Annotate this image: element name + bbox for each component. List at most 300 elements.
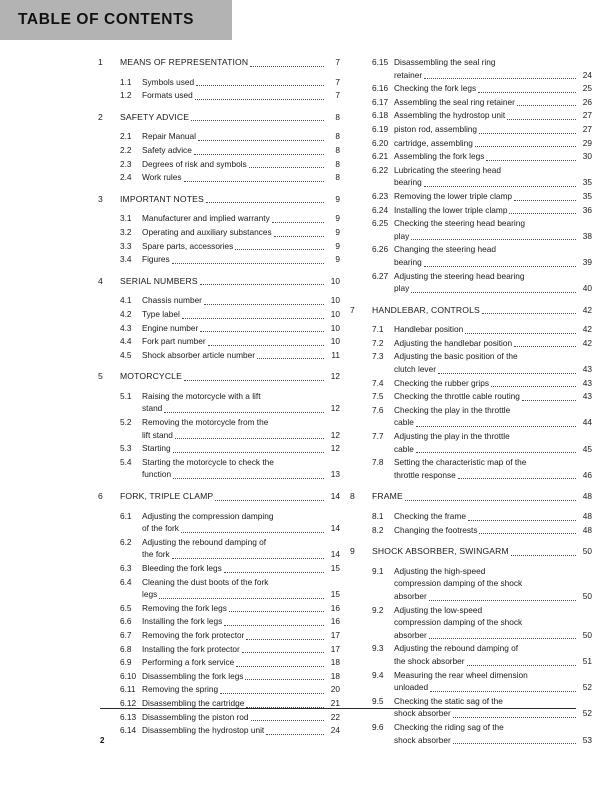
- toc-entry-line: [350, 390, 592, 403]
- toc-dot-leader: [482, 307, 576, 316]
- toc-section-entry[interactable]: [350, 56, 592, 81]
- toc-entry-line: [98, 275, 340, 288]
- toc-section-entry[interactable]: [350, 204, 592, 217]
- toc-entry-number: 6.12: [120, 697, 137, 708]
- toc-chapter-entry[interactable]: [350, 545, 592, 558]
- toc-column-right: [350, 56, 592, 747]
- toc-dot-leader: [200, 278, 324, 287]
- toc-section-entry[interactable]: [350, 669, 592, 694]
- toc-entry-number: 6.15: [372, 57, 389, 67]
- toc-section-entry[interactable]: [98, 171, 340, 184]
- toc-page-number: 52: [582, 682, 592, 693]
- toc-entry-label: Disassembling the piston rod: [142, 711, 249, 722]
- toc-entry-line: [98, 308, 340, 321]
- toc-page-number: 42: [582, 337, 592, 348]
- footer-page-number: 2: [100, 736, 105, 745]
- toc-entry-number: 4.1: [120, 295, 132, 306]
- toc-section-entry[interactable]: [98, 212, 340, 225]
- toc-dot-leader: [512, 407, 576, 416]
- toc-section-entry[interactable]: [350, 123, 592, 136]
- toc-entry-label: Adjusting the compression damping: [142, 510, 274, 521]
- toc-chapter-entry[interactable]: [98, 370, 340, 383]
- toc-section-entry[interactable]: [98, 240, 340, 253]
- table-of-contents: [0, 56, 612, 745]
- toc-section-entry[interactable]: [350, 150, 592, 163]
- toc-section-entry[interactable]: [350, 524, 592, 537]
- toc-section-entry[interactable]: [98, 510, 340, 535]
- toc-entry-number: 2.1: [120, 131, 132, 142]
- toc-entry-label: Removing the motorcycle from the: [142, 417, 269, 428]
- toc-section-entry[interactable]: [98, 576, 340, 601]
- toc-entry-number: 6.26: [372, 244, 389, 255]
- toc-entry-line: [98, 253, 340, 266]
- toc-chapter-entry[interactable]: [98, 193, 340, 206]
- toc-page-number: 7: [335, 90, 340, 101]
- toc-dot-leader: [215, 494, 324, 503]
- toc-entry-line: [98, 670, 340, 683]
- toc-dot-leader: [257, 352, 324, 361]
- toc-entry-number: 4.5: [120, 349, 132, 360]
- toc-page-number: 53: [582, 734, 592, 745]
- toc-entry-number: 6: [98, 491, 103, 502]
- toc-page-number: 10: [330, 308, 340, 319]
- toc-entry-label: Disassembling the cartridge: [142, 697, 245, 708]
- toc-section-entry[interactable]: [350, 270, 592, 295]
- toc-entry-line: [350, 469, 592, 482]
- toc-dot-leader: [507, 113, 576, 122]
- toc-entry-line: [350, 510, 592, 523]
- toc-page-number: 44: [582, 417, 592, 428]
- toc-dot-leader: [530, 672, 576, 681]
- toc-dot-leader: [528, 460, 576, 469]
- toc-entry-line: [350, 137, 592, 150]
- toc-section-entry[interactable]: [350, 82, 592, 95]
- toc-entry-label: Checking the frame: [394, 511, 466, 521]
- toc-page-number: 26: [582, 96, 592, 107]
- toc-entry-line: [98, 576, 340, 589]
- toc-entry-number: 7.2: [372, 337, 384, 348]
- toc-entry-number: 6.22: [372, 164, 389, 175]
- toc-dot-leader: [204, 298, 324, 307]
- toc-entry-number: 1: [98, 57, 103, 67]
- toc-page-number: 35: [582, 190, 592, 201]
- toc-dot-leader: [270, 579, 324, 588]
- toc-page-number: 16: [330, 616, 340, 627]
- toc-entry-label: Handlebar position: [394, 324, 464, 335]
- toc-entry-label: Changing the steering head: [394, 244, 496, 255]
- toc-entry-line: [98, 522, 340, 535]
- toc-entry-line: [98, 510, 340, 523]
- toc-entry-label: Fork part number: [142, 336, 206, 347]
- toc-column-left: [98, 56, 340, 738]
- toc-entry-label: Removing the fork legs: [142, 602, 227, 613]
- toc-entry-label: Manufacturer and implied warranty: [142, 213, 270, 224]
- toc-entry-number: 6.8: [120, 643, 132, 654]
- toc-section-entry[interactable]: [98, 724, 340, 737]
- toc-chapter-entry[interactable]: [98, 111, 340, 124]
- toc-section-entry[interactable]: [350, 510, 592, 523]
- toc-section-entry[interactable]: [98, 335, 340, 348]
- toc-dot-leader: [274, 230, 324, 239]
- toc-entry-line: [350, 590, 592, 603]
- toc-dot-leader: [208, 339, 324, 348]
- toc-dot-leader: [453, 737, 576, 746]
- toc-section-entry[interactable]: [98, 656, 340, 669]
- toc-entry-number: 6.2: [120, 536, 132, 547]
- toc-entry-line: [350, 524, 592, 537]
- toc-section-entry[interactable]: [350, 217, 592, 242]
- toc-entry-number: 6.18: [372, 110, 389, 121]
- toc-section-entry[interactable]: [350, 350, 592, 375]
- toc-chapter-entry[interactable]: [98, 490, 340, 503]
- toc-page-number: 10: [330, 322, 340, 333]
- toc-entry-number: 6.24: [372, 204, 389, 215]
- toc-dot-leader: [527, 221, 576, 230]
- toc-dot-leader: [467, 659, 576, 668]
- toc-page-number: 17: [330, 643, 340, 654]
- toc-entry-line: [98, 76, 340, 89]
- toc-dot-leader: [527, 273, 576, 282]
- toc-entry-label: Starting: [142, 443, 171, 454]
- toc-entry-line: [98, 643, 340, 656]
- toc-chapter-entry[interactable]: [98, 56, 340, 69]
- toc-entry-line: [98, 212, 340, 225]
- toc-section-entry[interactable]: [350, 190, 592, 203]
- toc-dot-leader: [194, 148, 324, 157]
- toc-section-entry[interactable]: [98, 442, 340, 455]
- toc-entry-label: Checking the static sag of the: [394, 695, 503, 706]
- toc-dot-leader: [250, 60, 324, 69]
- toc-entry-label: compression damping of the shock: [394, 578, 523, 589]
- toc-dot-leader: [487, 568, 576, 577]
- toc-entry-number: 6.21: [372, 151, 389, 162]
- toc-entry-line: [350, 565, 592, 578]
- toc-entry-line: [350, 243, 592, 256]
- toc-entry-line: [350, 176, 592, 189]
- toc-dot-leader: [268, 539, 324, 548]
- toc-section-entry[interactable]: [98, 562, 340, 575]
- toc-page-number: 8: [335, 172, 340, 183]
- toc-dot-leader: [270, 420, 324, 429]
- toc-dot-leader: [524, 620, 576, 629]
- toc-entry-label: Safety advice: [142, 144, 192, 155]
- toc-dot-leader: [486, 154, 576, 163]
- toc-entry-line: [350, 443, 592, 456]
- toc-entry-number: 6.27: [372, 270, 389, 281]
- toc-chapter-entry[interactable]: [350, 490, 592, 503]
- toc-entry-label: Adjusting the handlebar position: [394, 337, 513, 348]
- toc-entry-number: 7.8: [372, 457, 384, 468]
- toc-entry-label: Installing the fork legs: [142, 616, 223, 627]
- toc-section-entry[interactable]: [98, 536, 340, 561]
- toc-entry-line: [98, 442, 340, 455]
- toc-entry-label: bearing: [394, 256, 422, 267]
- toc-entry-line: [98, 490, 340, 503]
- toc-entry-line: [350, 282, 592, 295]
- toc-entry-label: retainer: [394, 69, 423, 80]
- toc-section-entry[interactable]: [98, 76, 340, 89]
- toc-section-entry[interactable]: [98, 144, 340, 157]
- toc-dot-leader: [220, 687, 324, 696]
- toc-section-entry[interactable]: [98, 322, 340, 335]
- toc-page-number: 25: [582, 83, 592, 94]
- toc-dot-leader: [479, 127, 576, 136]
- toc-dot-leader: [235, 243, 324, 252]
- toc-entry-number: 1.1: [120, 76, 132, 87]
- toc-page-number: 9: [335, 213, 340, 224]
- toc-section-entry[interactable]: [350, 430, 592, 455]
- toc-dot-leader: [275, 513, 324, 522]
- toc-entry-label: Checking the riding sag of the: [394, 721, 504, 732]
- toc-dot-leader: [498, 247, 576, 256]
- toc-page-number: 42: [582, 304, 592, 315]
- toc-entry-number: 5.3: [120, 443, 132, 454]
- toc-page-number: 42: [582, 324, 592, 335]
- toc-section-entry[interactable]: [98, 670, 340, 683]
- toc-entry-label: absorber: [394, 629, 427, 640]
- toc-entry-number: 4.4: [120, 336, 132, 347]
- toc-entry-line: [98, 724, 340, 737]
- toc-section-entry[interactable]: [350, 604, 592, 642]
- toc-dot-leader: [182, 312, 324, 321]
- toc-entry-line: [350, 604, 592, 617]
- toc-section-entry[interactable]: [350, 642, 592, 667]
- toc-entry-label: unloaded: [394, 682, 429, 693]
- toc-entry-line: [98, 171, 340, 184]
- toc-section-entry[interactable]: [350, 721, 592, 746]
- toc-entry-number: 6.10: [120, 670, 137, 681]
- toc-entry-label: Checking the fork legs: [394, 83, 477, 94]
- toc-section-entry[interactable]: [350, 456, 592, 481]
- toc-section-entry[interactable]: [350, 323, 592, 336]
- toc-entry-label: SERIAL NUMBERS: [120, 275, 198, 286]
- toc-entry-label: Adjusting the steering head bearing: [394, 270, 525, 281]
- toc-entry-line: [350, 230, 592, 243]
- toc-dot-leader: [520, 354, 576, 363]
- toc-section-entry[interactable]: [350, 337, 592, 350]
- toc-entry-line: [98, 602, 340, 615]
- toc-entry-label: Installing the fork protector: [142, 643, 240, 654]
- toc-section-entry[interactable]: [98, 643, 340, 656]
- toc-entry-number: 9.1: [372, 565, 384, 576]
- toc-entry-label: IMPORTANT NOTES: [120, 193, 204, 204]
- toc-entry-number: 6.9: [120, 657, 132, 668]
- toc-entry-line: [350, 490, 592, 503]
- toc-entry-line: [98, 711, 340, 724]
- toc-page-number: 7: [335, 76, 340, 87]
- toc-section-entry[interactable]: [350, 137, 592, 150]
- toc-entry-number: 6.11: [120, 684, 136, 695]
- toc-page-number: 14: [330, 549, 340, 560]
- toc-entry-label: Disassembling the fork legs: [142, 670, 244, 681]
- toc-section-entry[interactable]: [98, 711, 340, 724]
- toc-section-entry[interactable]: [98, 308, 340, 321]
- toc-section-entry[interactable]: [98, 683, 340, 696]
- toc-entry-line: [350, 363, 592, 376]
- toc-dot-leader: [191, 114, 324, 123]
- toc-entry-label: Removing the spring: [142, 684, 219, 695]
- toc-dot-leader: [164, 406, 324, 415]
- toc-dot-leader: [497, 60, 576, 69]
- toc-page-number: 50: [582, 629, 592, 640]
- toc-entry-label: Spare parts, accessories: [142, 240, 234, 251]
- toc-entry-number: 8.1: [372, 511, 384, 521]
- toc-dot-leader: [159, 592, 324, 601]
- toc-section-entry[interactable]: [350, 390, 592, 403]
- toc-dot-leader: [245, 673, 324, 682]
- toc-page-number: 10: [330, 336, 340, 347]
- toc-section-entry[interactable]: [98, 416, 340, 441]
- toc-entry-line: [350, 734, 592, 747]
- toc-entry-label: FORK, TRIPLE CLAMP: [120, 491, 214, 502]
- toc-section-entry[interactable]: [98, 294, 340, 307]
- toc-entry-label: Assembling the fork legs: [394, 151, 485, 162]
- toc-dot-leader: [509, 207, 576, 216]
- toc-dot-leader: [522, 394, 576, 403]
- toc-section-entry[interactable]: [98, 390, 340, 415]
- toc-entry-line: [350, 96, 592, 109]
- toc-dot-leader: [468, 514, 576, 523]
- toc-entry-number: 6.17: [372, 96, 389, 107]
- toc-entry-line: [98, 390, 340, 403]
- toc-entry-label: Operating and auxiliary substances: [142, 226, 272, 237]
- toc-entry-label: Adjusting the basic position of the: [394, 351, 518, 362]
- toc-entry-line: [350, 577, 592, 590]
- toc-dot-leader: [484, 607, 576, 616]
- toc-entry-label: SAFETY ADVICE: [120, 111, 190, 122]
- toc-entry-number: 3: [98, 193, 103, 204]
- toc-entry-label: clutch lever: [394, 364, 436, 375]
- toc-section-entry[interactable]: [350, 565, 592, 603]
- toc-entry-number: 7.5: [372, 391, 384, 402]
- toc-entry-label: absorber: [394, 590, 427, 601]
- toc-entry-label: FRAME: [372, 491, 403, 502]
- toc-section-entry[interactable]: [98, 226, 340, 239]
- toc-dot-leader: [195, 93, 324, 102]
- toc-section-entry[interactable]: [98, 158, 340, 171]
- toc-dot-leader: [405, 494, 576, 503]
- toc-entry-number: 8: [350, 491, 355, 502]
- toc-entry-label: Checking the steering head bearing: [394, 218, 525, 229]
- toc-section-entry[interactable]: [350, 243, 592, 268]
- toc-page-number: 40: [582, 283, 592, 294]
- toc-section-entry[interactable]: [98, 130, 340, 143]
- toc-entry-number: 3.3: [120, 240, 132, 251]
- toc-dot-leader: [224, 619, 324, 628]
- toc-entry-line: [98, 416, 340, 429]
- toc-dot-leader: [411, 233, 576, 242]
- toc-entry-line: [350, 721, 592, 734]
- toc-entry-line: [350, 256, 592, 269]
- toc-section-entry[interactable]: [98, 349, 340, 362]
- toc-dot-leader: [272, 216, 324, 225]
- toc-dot-leader: [175, 432, 324, 441]
- toc-dot-leader: [424, 180, 576, 189]
- toc-entry-number: 6.16: [372, 83, 389, 94]
- toc-dot-leader: [200, 325, 324, 334]
- toc-entry-number: 6.20: [372, 137, 389, 148]
- toc-entry-label: Starting the motorcycle to check the: [142, 456, 274, 467]
- toc-section-entry[interactable]: [98, 253, 340, 266]
- toc-dot-leader: [505, 698, 576, 707]
- toc-entry-line: [98, 468, 340, 481]
- toc-entry-label: the fork: [142, 549, 170, 560]
- toc-entry-number: 1.2: [120, 90, 132, 101]
- toc-entry-number: 5.4: [120, 456, 132, 467]
- toc-page-number: 13: [330, 469, 340, 480]
- footer-divider: [100, 708, 576, 709]
- toc-entry-label: Checking the rubber grips: [394, 377, 490, 388]
- toc-page-number: 10: [330, 295, 340, 306]
- toc-entry-number: 6.23: [372, 190, 389, 201]
- toc-section-entry[interactable]: [350, 377, 592, 390]
- toc-dot-leader: [506, 725, 576, 734]
- toc-section-entry[interactable]: [350, 96, 592, 109]
- toc-entry-line: [98, 562, 340, 575]
- toc-dot-leader: [173, 472, 324, 481]
- toc-entry-line: [350, 270, 592, 283]
- toc-entry-label: cable: [394, 417, 414, 428]
- toc-section-entry[interactable]: [98, 456, 340, 481]
- toc-entry-line: [98, 683, 340, 696]
- toc-chapter-entry[interactable]: [98, 275, 340, 288]
- toc-page-number: 38: [582, 230, 592, 241]
- toc-page-number: 12: [330, 403, 340, 414]
- toc-entry-line: [98, 588, 340, 601]
- toc-entry-label: Setting the characteristic map of the: [394, 457, 527, 468]
- toc-section-entry[interactable]: [98, 89, 340, 102]
- toc-dot-leader: [503, 167, 576, 176]
- toc-page-number: 43: [582, 377, 592, 388]
- toc-chapter-entry[interactable]: [350, 304, 592, 317]
- toc-entry-number: 7: [350, 304, 355, 315]
- toc-page-number: 24: [582, 69, 592, 80]
- toc-dot-leader: [491, 380, 576, 389]
- toc-section-entry[interactable]: [350, 164, 592, 189]
- toc-page-number: 9: [335, 254, 340, 265]
- toc-entry-line: [350, 69, 592, 82]
- toc-section-entry[interactable]: [98, 629, 340, 642]
- toc-section-entry[interactable]: [350, 404, 592, 429]
- toc-entry-label: Adjusting the low-speed: [394, 604, 483, 615]
- toc-entry-number: 2.4: [120, 172, 132, 183]
- toc-section-entry[interactable]: [98, 602, 340, 615]
- toc-page-number: 9: [335, 226, 340, 237]
- toc-entry-number: 7.3: [372, 351, 384, 362]
- toc-dot-leader: [511, 549, 576, 558]
- toc-dot-leader: [263, 393, 324, 402]
- toc-section-entry[interactable]: [350, 109, 592, 122]
- toc-dot-leader: [438, 367, 576, 376]
- toc-entry-line: [98, 536, 340, 549]
- toc-page-number: 12: [330, 429, 340, 440]
- toc-entry-label: shock absorber: [394, 708, 451, 719]
- toc-entry-number: 5: [98, 371, 103, 382]
- toc-entry-line: [350, 695, 592, 708]
- toc-entry-label: SHOCK ABSORBER, SWINGARM: [372, 546, 509, 557]
- toc-entry-label: Installing the lower triple clamp: [394, 204, 508, 215]
- toc-entry-line: [98, 144, 340, 157]
- toc-dot-leader: [173, 446, 324, 455]
- toc-entry-line: [350, 337, 592, 350]
- toc-dot-leader: [276, 459, 324, 468]
- toc-page-number: 52: [582, 708, 592, 719]
- toc-entry-line: [350, 416, 592, 429]
- toc-entry-label: Adjusting the rebound damping of: [142, 536, 267, 547]
- toc-section-entry[interactable]: [98, 615, 340, 628]
- toc-entry-number: 4.3: [120, 322, 132, 333]
- toc-entry-line: [98, 89, 340, 102]
